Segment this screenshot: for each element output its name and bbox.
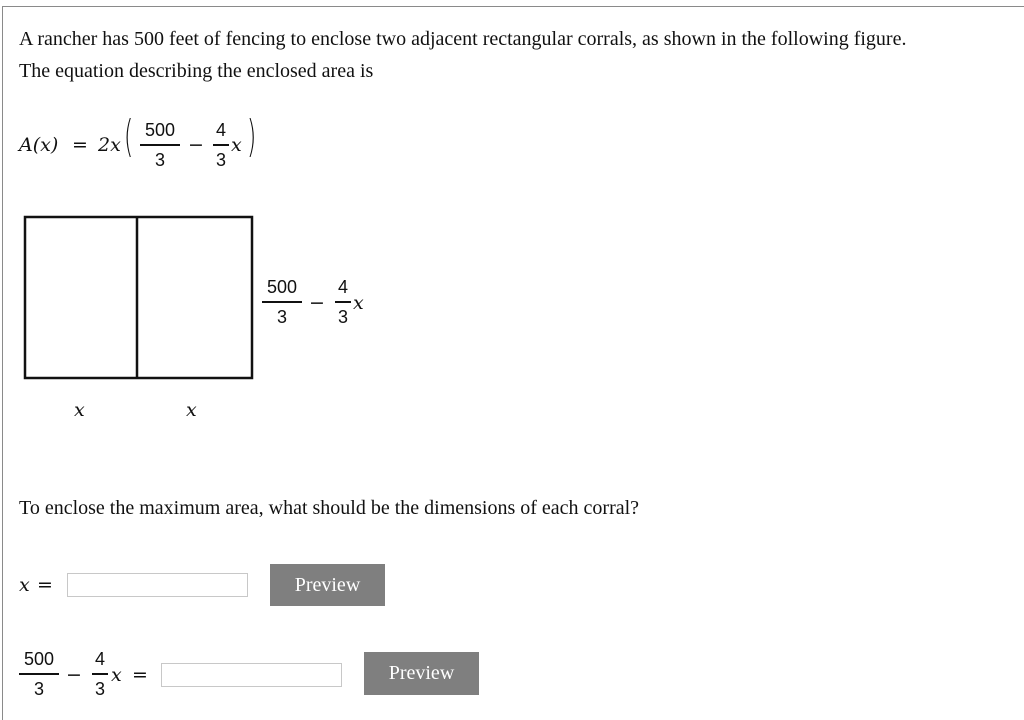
question-text: To enclose the maximum area, what should be the dimensions of each corral? [19, 497, 640, 519]
fraction-bar [335, 301, 351, 303]
height-minus: − [309, 292, 325, 314]
fraction-numerator: 500 [144, 120, 176, 140]
answer-1-input[interactable] [67, 573, 248, 597]
equation-equals: = [72, 134, 88, 156]
corral-figure [0, 0, 300, 400]
equation-minus: − [188, 134, 204, 156]
problem-text-line1: A rancher has 500 feet of fencing to enclose two adjacent rectangular corrals, as shown in the following figure. [19, 28, 907, 50]
height-fraction-1 [262, 277, 302, 327]
preview-button-1[interactable]: Preview [270, 564, 385, 606]
fraction-denominator: 3 [33, 678, 44, 699]
fraction-bar [262, 301, 302, 303]
fraction-numerator: 500 [266, 277, 298, 297]
fraction-denominator: 3 [215, 149, 226, 170]
equation-var: x [231, 134, 242, 156]
fraction-bar [92, 673, 108, 675]
answer-1-equals: = [37, 574, 53, 596]
answer-2-input[interactable] [161, 663, 342, 687]
height-fraction-2 [335, 277, 351, 327]
answer-2-var: x [111, 664, 122, 686]
fraction-numerator: 4 [337, 277, 348, 297]
width-label-right: x [186, 399, 197, 421]
height-var: x [353, 292, 364, 314]
answer-2-fraction-2 [92, 649, 108, 699]
fraction-denominator: 3 [154, 149, 165, 170]
answer-2-minus: − [66, 664, 82, 686]
fraction-denominator: 3 [94, 678, 105, 699]
answer-1-label-var: x [19, 574, 30, 596]
problem-text-line2: The equation describing the enclosed area is [19, 60, 374, 82]
equation-coefficient: 2x [98, 134, 121, 156]
answer-2-fraction-1 [19, 649, 59, 699]
preview-button-2[interactable]: Preview [364, 652, 479, 695]
right-paren: ) [246, 111, 257, 162]
fraction-bar [19, 673, 59, 675]
width-label-left: x [74, 399, 85, 421]
fraction-denominator: 3 [337, 306, 348, 327]
fraction-numerator: 500 [23, 649, 55, 669]
answer-2-equals: = [132, 664, 148, 686]
left-paren: ( [123, 111, 134, 162]
fraction-numerator: 4 [215, 120, 226, 140]
fraction-denominator: 3 [276, 306, 287, 327]
equation-lhs: A(x) [19, 134, 59, 156]
fraction-numerator: 4 [94, 649, 105, 669]
corral-outline [25, 217, 252, 378]
